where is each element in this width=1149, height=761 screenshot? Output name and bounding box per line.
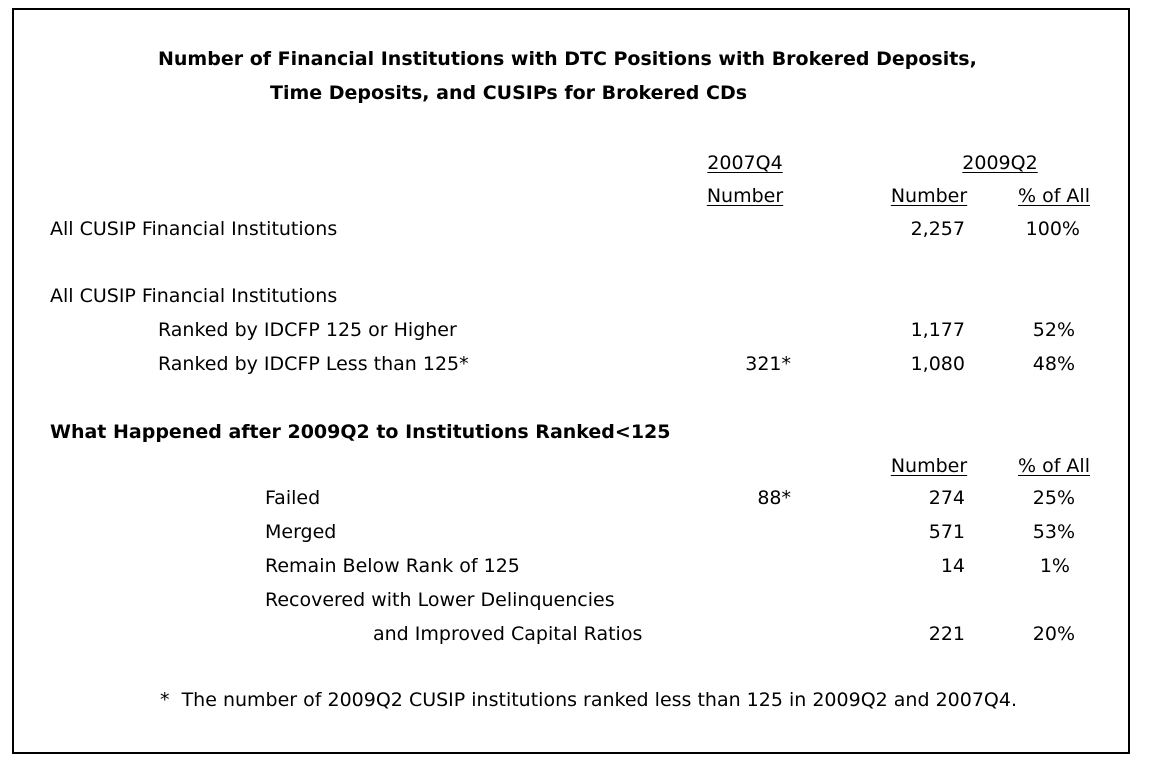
cell-number-2007: 88* [757, 487, 791, 509]
header-number-2009: Number [890, 455, 968, 477]
header-number-2007: Number [706, 185, 784, 207]
row-label-all-cusip-2: All CUSIP Financial Institutions [50, 285, 338, 307]
row-label-all-cusip: All CUSIP Financial Institutions [50, 218, 338, 240]
header-pct-of-all: % of All [1017, 455, 1090, 477]
header-2007q4: 2007Q4 [707, 152, 783, 174]
cell-number-2009: 571 [928, 521, 965, 543]
cell-pct: 100% [1025, 218, 1080, 240]
row-label-recovered-1: Recovered with Lower Delinquencies [265, 589, 615, 611]
cell-pct: 48% [1032, 353, 1075, 375]
cell-pct: 53% [1032, 521, 1075, 543]
row-label-ranked-low: Ranked by IDCFP Less than 125* [158, 353, 469, 375]
cell-pct: 52% [1032, 319, 1075, 341]
cell-pct: 20% [1032, 623, 1075, 645]
header-pct-of-all: % of All [1017, 185, 1090, 207]
row-label-ranked-high: Ranked by IDCFP 125 or Higher [158, 319, 457, 341]
cell-pct: 1% [1039, 555, 1070, 577]
cell-number-2009: 221 [928, 623, 965, 645]
cell-number-2009: 274 [928, 487, 965, 509]
cell-number-2009: 2,257 [910, 218, 965, 240]
row-label-failed: Failed [265, 487, 321, 509]
row-label-remain: Remain Below Rank of 125 [265, 555, 520, 577]
header-2009q2: 2009Q2 [962, 152, 1038, 174]
row-label-merged: Merged [265, 521, 337, 543]
header-number-2009: Number [890, 185, 968, 207]
row-label-recovered-2: and Improved Capital Ratios [373, 623, 643, 645]
title-line-1: Number of Financial Institutions with DTC Positions with Brokered Deposits, [158, 48, 977, 70]
cell-pct: 25% [1032, 487, 1075, 509]
cell-number-2007: 321* [745, 353, 791, 375]
cell-number-2009: 14 [940, 555, 965, 577]
cell-number-2009: 1,080 [910, 353, 965, 375]
footnote: * The number of 2009Q2 CUSIP institutions ranked less than 125 in 2009Q2 and 2007Q4. [160, 689, 1018, 711]
cell-number-2009: 1,177 [910, 319, 965, 341]
section-heading: What Happened after 2009Q2 to Institutions Ranked<125 [50, 421, 671, 443]
title-line-2: Time Deposits, and CUSIPs for Brokered CDs [270, 82, 748, 104]
